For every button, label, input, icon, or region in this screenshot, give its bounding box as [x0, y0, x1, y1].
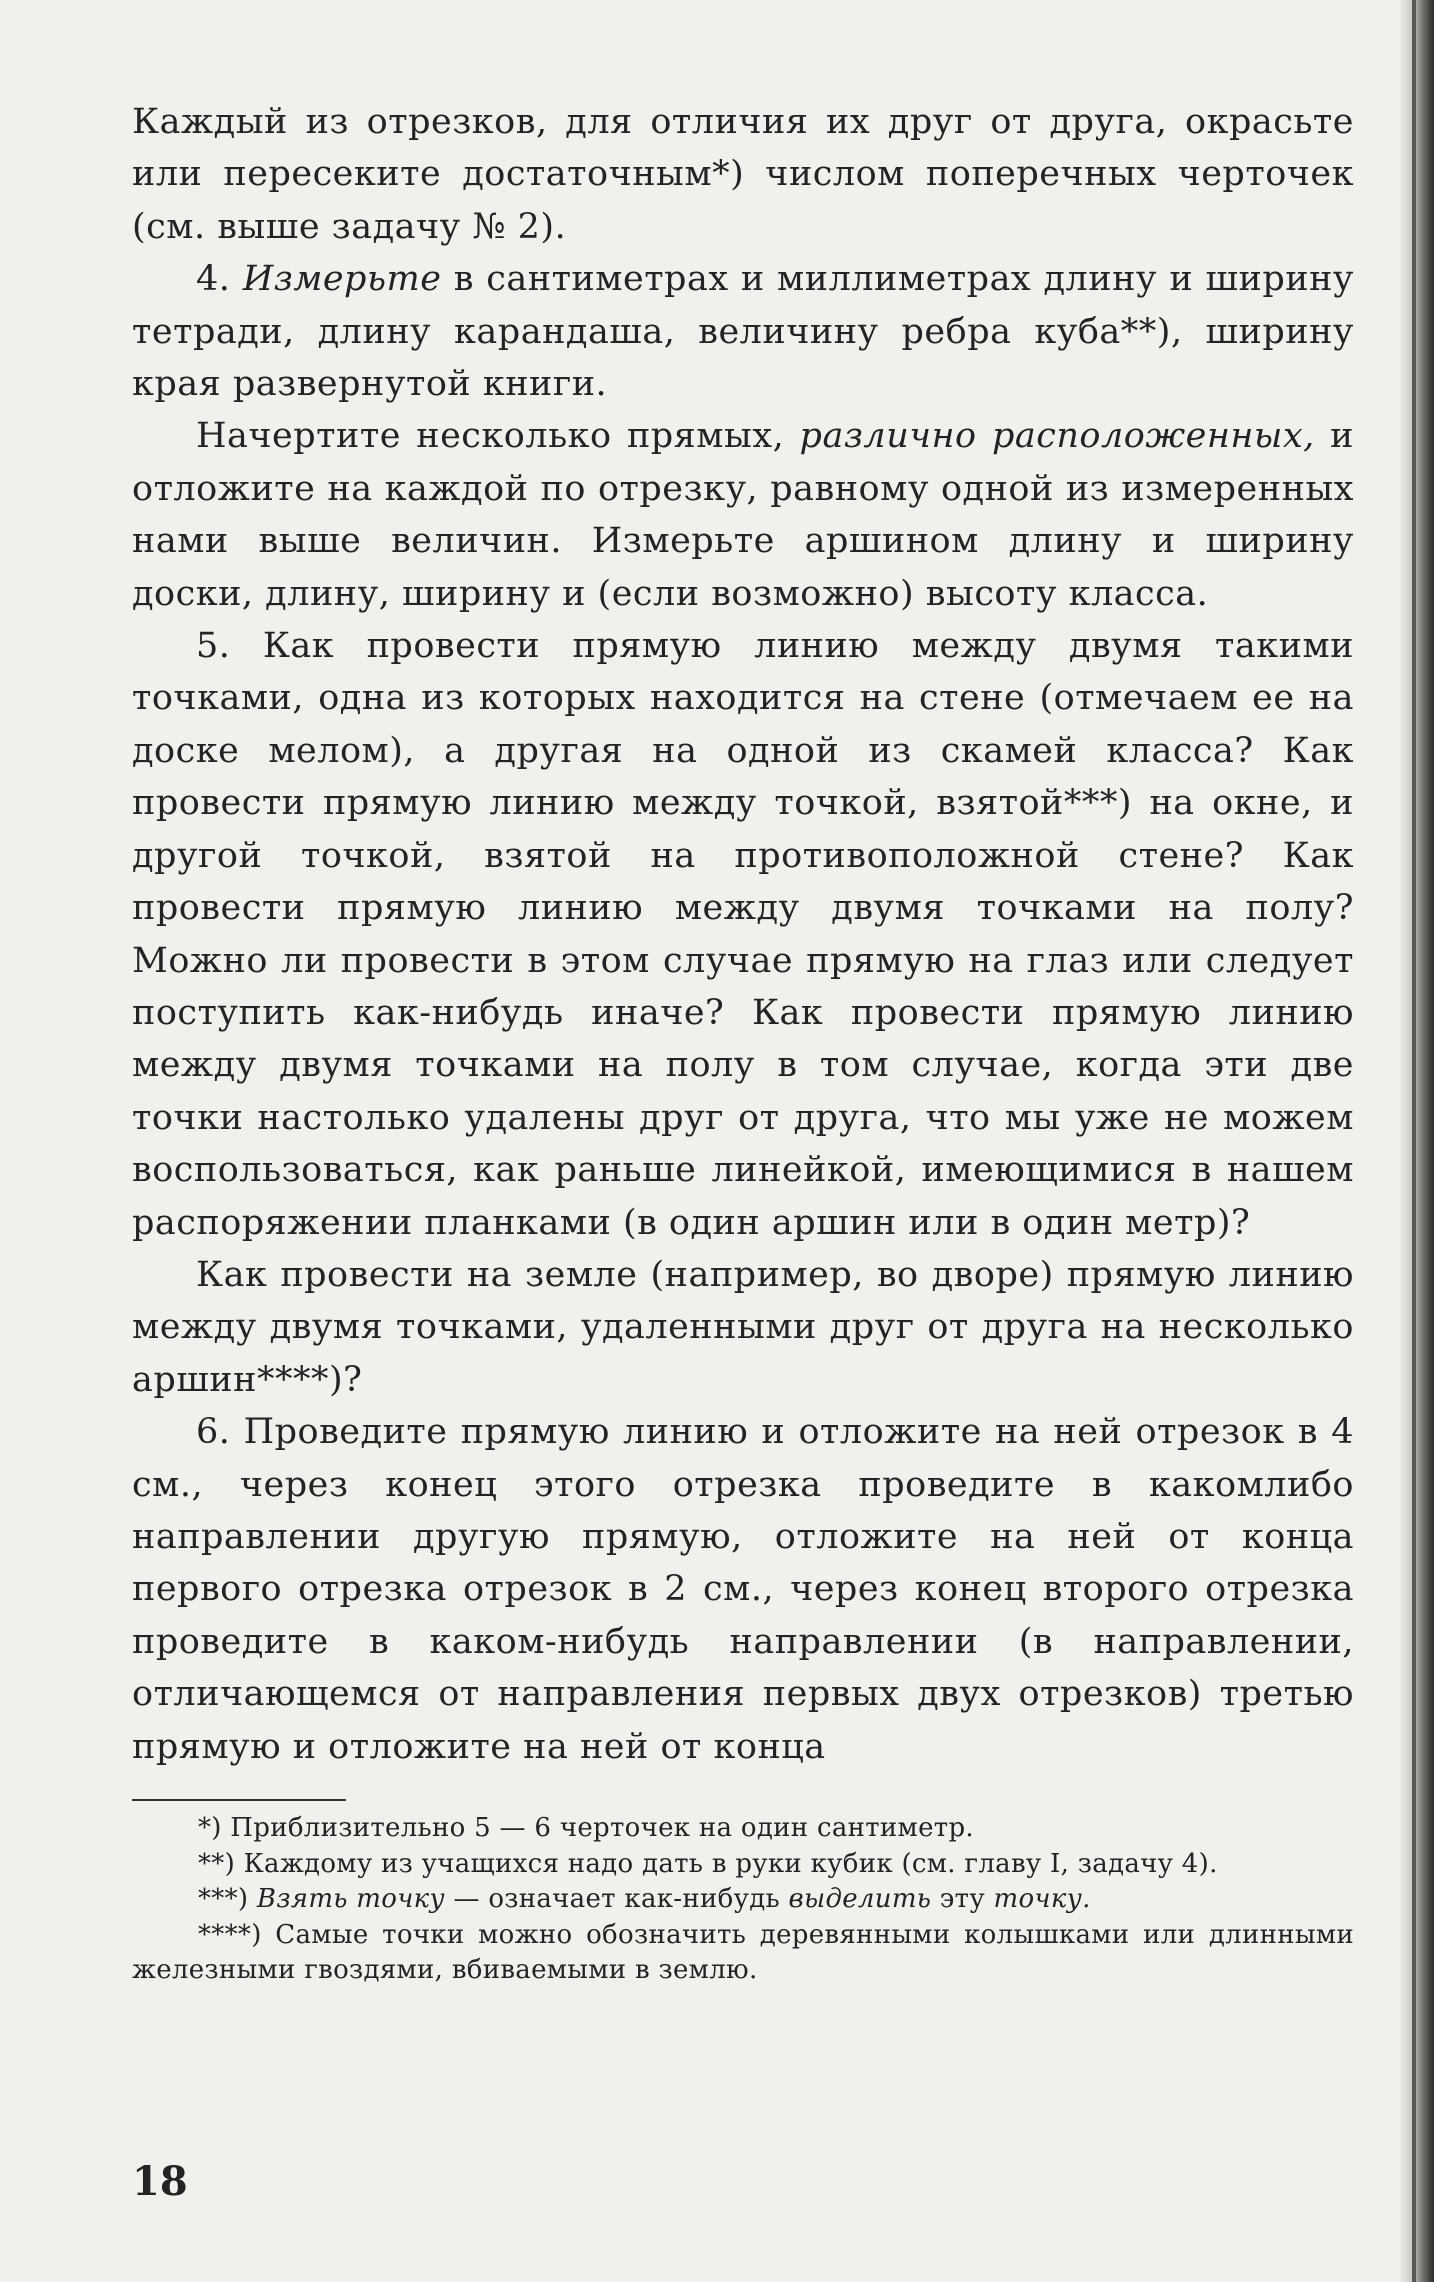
page-number: 18	[132, 2158, 188, 2205]
paragraph-text: 5. Как провести прямую линию между двумя такими точками, одна из которых находится на стене (отмечаем ее на доске мелом), а другая на одной из скамей класса? Как провести прямую линию между точкой, взятой***) на окне, и другой точкой, взятой на противоположной стене? Как провести прямую линию между двумя точками на полу? Можно ли провести в этом случае прямую на глаз или следует поступить как-нибудь иначе? Как провести прямую линию между двумя точками на полу в том случае, когда эти две точки настолько удалены друг от друга, что мы уже не можем воспользоваться, как раньше линейкой, имеющимися в нашем распоряжении планками (в один аршин или в один метр)?	[132, 626, 1354, 1243]
paragraph-text: в сантиметрах и миллиметрах длину и ширину тетради, длину карандаша, величину ребра куба**), ширину края развернутой книги.	[132, 259, 1354, 405]
footnote-text: ***)	[198, 1884, 257, 1915]
italic-emphasis: Взять точку	[256, 1884, 445, 1915]
paragraph-text: Начертите несколько прямых,	[196, 416, 800, 457]
page-edge-line	[1412, 0, 1416, 2282]
italic-emphasis: Измерьте	[242, 259, 442, 300]
paragraph	[132, 1406, 1354, 1773]
footnote-text: эту	[931, 1884, 994, 1915]
page-content	[132, 96, 1354, 1989]
italic-emphasis: точку.	[993, 1884, 1091, 1915]
paragraph-text: Каждый из отрезков, для отличия их друг от друга, окрасьте или пересеките достаточным*) числом поперечных черточек (см. выше задачу № 2).	[132, 102, 1354, 247]
italic-emphasis: различно расположенных,	[799, 416, 1315, 457]
paragraph	[132, 410, 1354, 620]
paragraph-text: 6. Проведите прямую линию и отложите на ней отрезок в 4 см., через конец этого отрезка проведите в какомлибо направлении другую прямую, отложите на ней от конца первого отрезка отрезок в 2 см., через конец второго отрезка проведите в каком-нибудь направлении (в направлении, отличающемся от направления первых двух отрезков) третью прямую и отложите на ней от конца	[132, 1412, 1354, 1767]
footnote-text: — означает как-нибудь	[444, 1884, 789, 1915]
italic-emphasis: выделить	[788, 1884, 932, 1915]
footnote-text: ****) Самые точки можно обозначить деревянными колышками или длинными железными гвоздями, вбиваемыми в землю.	[132, 1919, 1354, 1986]
paragraph-text: Как провести на земле (например, во дворе) прямую линию между двумя точками, удаленными друг от друга на несколько аршин****)?	[132, 1254, 1354, 1400]
footnote	[132, 1882, 1354, 1918]
page-edge-shadow	[1400, 0, 1434, 2282]
paragraph	[132, 253, 1354, 410]
footnote	[132, 1847, 1354, 1883]
paragraph	[132, 1249, 1354, 1406]
paragraph	[132, 620, 1354, 1249]
footnote-separator	[132, 1799, 346, 1801]
paragraph-text: и отложите на каждой по отрезку, равному одной из измеренных нами выше величин. Измерьте аршином длину и ширину доски, длину, ширину и (если возможно) высоту класса.	[132, 416, 1354, 614]
footnote-text: **) Каждому из учащихся надо дать в руки кубик (см. главу I, задачу 4).	[198, 1848, 1218, 1879]
footnote-text: *) Приблизительно 5 — 6 черточек на один сантиметр.	[198, 1813, 974, 1843]
paragraph-text: 4.	[196, 259, 243, 300]
footnote	[132, 1918, 1354, 1989]
paragraph	[132, 96, 1354, 253]
footnote	[132, 1811, 1354, 1847]
